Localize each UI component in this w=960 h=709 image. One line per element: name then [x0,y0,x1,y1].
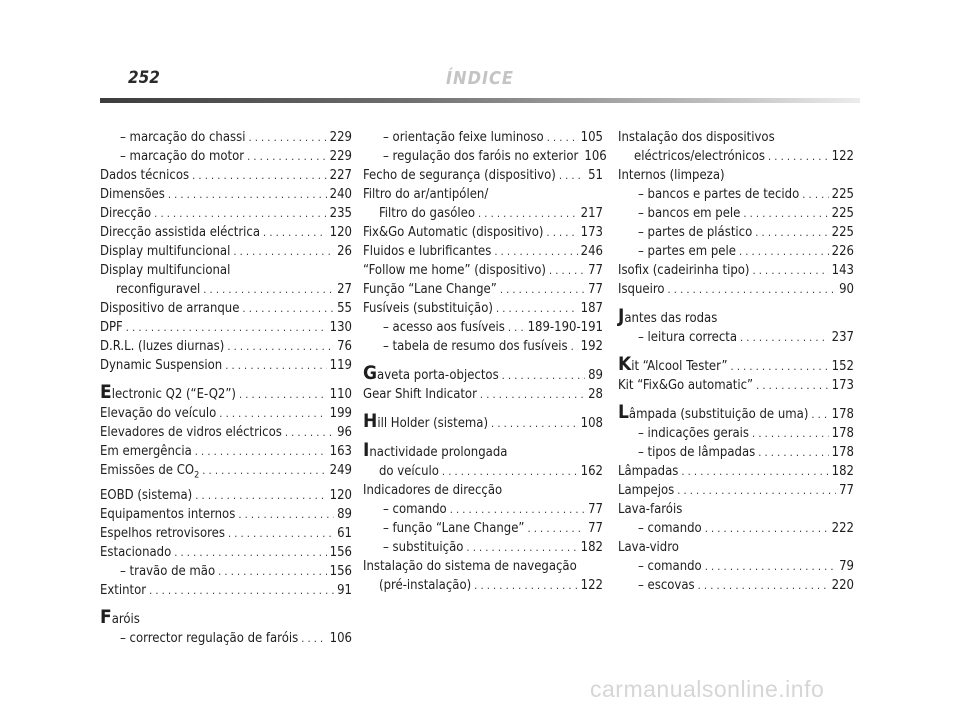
index-entry: – função “Lane Change” . . . 77 [363,519,603,538]
index-entry-letter-h: Hill Holder (sistema) . . . 108 [363,412,603,433]
index-entry: – regulação dos faróis no exterior 106 [383,149,607,164]
index-entry: – leitura correcta . . . 237 [618,328,854,347]
index-entry: reconfiguravel . . . 27 [100,280,352,299]
index-entry-letter-g: Gaveta porta-objectos . . . 89 [363,364,603,385]
index-entry: Emissões de $CO_2$ . . . 249 [100,461,352,486]
index-entry: Função “Lane Change” . . . 77 [363,280,603,299]
section-initial: H [363,410,378,432]
index-column-2 [363,128,607,595]
index-entry-heading: Display multifuncional [100,263,231,278]
index-entry-letter-e: Electronic Q2 (“E-Q2”) . . . 110 [100,383,352,404]
index-entry-letter-l: Lâmpada (substituição de uma) . . . 178 [618,403,854,424]
index-entry: Fix&Go Automatic (dispositivo) . . . 173 [363,223,603,242]
index-entry: Equipamentos internos . . . 89 [100,505,352,524]
section-initial: L [618,401,629,423]
index-entry: – travão de mão . . . 156 [100,562,352,581]
index-entry: Isqueiro . . . 90 [618,280,854,299]
index-entry: EOBD (sistema) . . . 120 [100,486,352,505]
index-entry: Elevadores de vidros eléctricos . . . 96 [100,423,352,442]
index-entry: – comando . . . 77 [363,500,603,519]
index-entry: Gear Shift Indicator . . . 28 [363,385,603,404]
index-entry: – corrector regulação de faróis . . . 106 [100,629,352,648]
index-entry: Estacionado . . . 156 [100,543,352,562]
index-entry-heading: Filtro do ar/antipólen/ [363,187,489,202]
index-entry: Direcção . . . 235 [100,204,352,223]
index-entry-heading: Lava-vidro [618,540,679,555]
index-entry: – tabela de resumo dos fusíveis . . . 192 [363,337,603,356]
index-entry: Direcção assistida eléctrica . . . 120 [100,223,352,242]
index-entry: Kit “Fix&Go automatic” . . . 173 [618,376,854,395]
index-entry-heading: Instalação dos dispositivos [618,130,775,145]
section-initial: E [100,381,112,403]
index-entry: DPF . . . 130 [100,318,352,337]
index-entry: – bancos e partes de tecido . . . 225 [618,185,854,204]
index-entry: – indicações gerais . . . 178 [618,424,854,443]
index-entry: – acesso aos fusíveis . . . 189-190-191 [363,318,603,337]
index-entry: Espelhos retrovisores . . . 61 [100,524,352,543]
index-entry: Dispositivo de arranque . . . 55 [100,299,352,318]
index-entry: – marcação do motor . . . 229 [100,147,352,166]
index-entry: – partes de plástico . . . 225 [618,223,854,242]
index-entry: Em emergência . . . 163 [100,442,352,461]
index-entry: Fecho de segurança (dispositivo) . . . 51 [363,166,603,185]
section-initial: K [618,353,632,375]
index-entry-heading: Internos (limpeza) [618,168,725,183]
section-initial: I [363,439,370,461]
header-rule [100,98,860,103]
index-entry: Lampejos . . . 77 [618,481,854,500]
index-entry: Elevação do veículo . . . 199 [100,404,352,423]
index-entry: – marcação do chassi . . . 229 [100,128,352,147]
index-entry: Extintor . . . 91 [100,581,352,600]
index-entry-letter-i: Inactividade prolongada [363,439,508,461]
index-entry-letter-f: Faróis [100,605,140,628]
index-entry: – comando . . . 79 [618,557,854,576]
index-entry: – partes em pele . . . 226 [618,242,854,261]
index-entry: Fusíveis (substituição) . . . 187 [363,299,603,318]
index-entry: – escovas . . . 220 [618,576,854,595]
index-entry: Isofix (cadeirinha tipo) . . . 143 [618,261,854,280]
index-entry: do veículo . . . 162 [363,462,603,481]
index-column-3 [618,128,854,595]
index-entry: – comando . . . 222 [618,519,854,538]
index-entry: Display multifuncional . . . 26 [100,242,352,261]
page-number: 252 [128,68,160,88]
watermark: carmanualsonline.info [590,676,825,702]
index-entry: Dimensões . . . 240 [100,185,352,204]
index-column-1 [100,128,352,648]
section-initial: G [363,362,378,384]
index-entry: Fluidos e lubrificantes . . . 246 [363,242,603,261]
section-initial: J [618,305,625,327]
index-entry-letter-k: Kit “Alcool Tester” . . . 152 [618,355,854,376]
index-entry: Lâmpadas . . . 182 [618,462,854,481]
index-entry: – orientação feixe luminoso . . . 105 [363,128,603,147]
index-entry: – substituição . . . 182 [363,538,603,557]
index-entry-heading: Indicadores de direcção [363,483,503,498]
index-entry: Dynamic Suspension . . . 119 [100,356,352,375]
section-title: ÍNDICE [446,68,514,89]
index-entry: “Follow me home” (dispositivo) . . . 77 [363,261,603,280]
index-entry-letter-j: Jantes das rodas [618,305,718,327]
index-entry: – bancos em pele . . . 225 [618,204,854,223]
index-entry-heading: Instalação do sistema de navegação [363,559,577,574]
section-initial: F [100,605,112,628]
index-entry: D.R.L. (luzes diurnas) . . . 76 [100,337,352,356]
index-entry: eléctricos/electrónicos . . . 122 [618,147,854,166]
index-entry: Dados técnicos . . . 227 [100,166,352,185]
index-entry: (pré-instalação) . . . 122 [363,576,603,595]
index-entry: – tipos de lâmpadas . . . 178 [618,443,854,462]
index-entry: Filtro do gasóleo . . . 217 [363,204,603,223]
index-entry-heading: Lava-faróis [618,502,683,517]
